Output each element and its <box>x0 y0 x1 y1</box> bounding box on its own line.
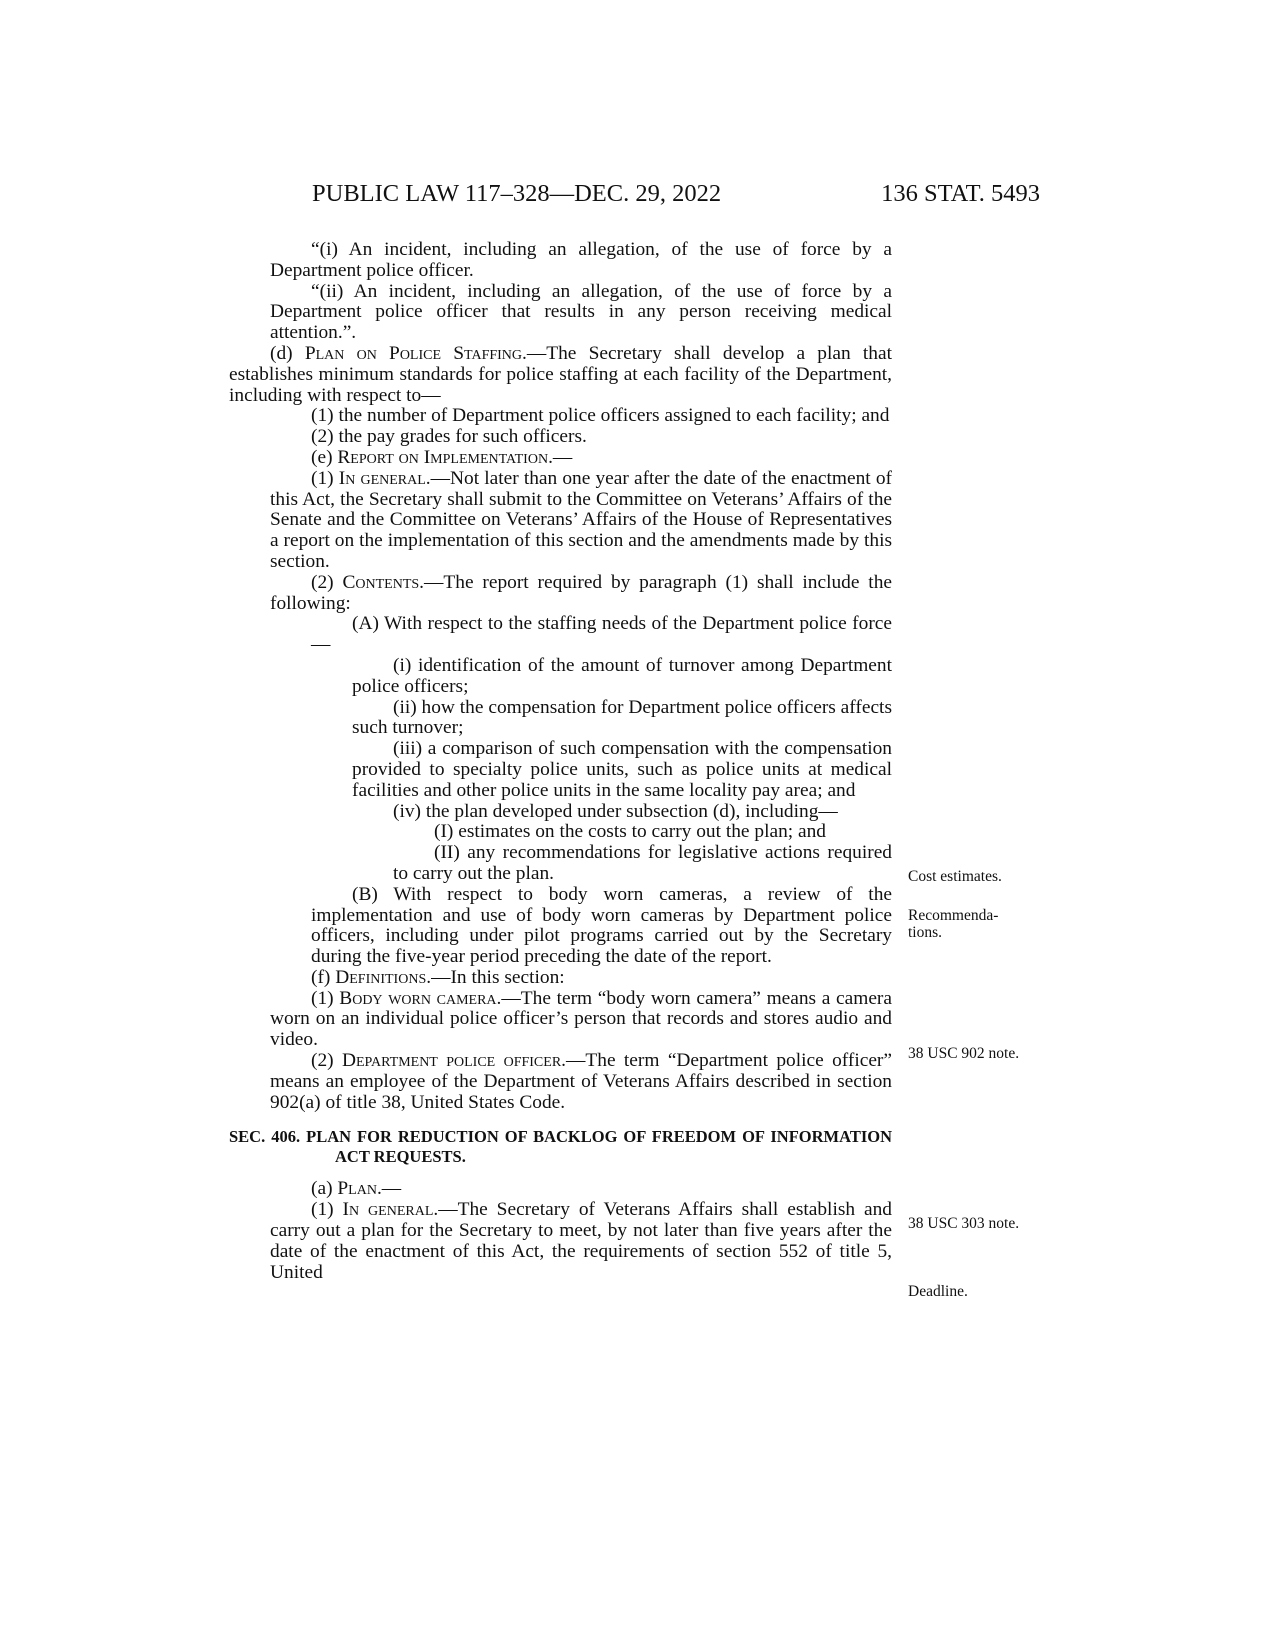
subclause-A-iv-I: (I) estimates on the costs to carry out the plan; and <box>434 821 827 843</box>
subsection-d-heading: Plan on Police Staffing <box>304 342 523 364</box>
paragraph-e-2-heading: Contents <box>342 571 420 593</box>
paragraph-d-2: (2) the pay grades for such officers. <box>311 426 587 448</box>
clause-A-iii: (iii) a comparison of such compensation with the compensation provided to specialty police units, such as police units at medical facilities and other police units in the same locality pay area; and <box>352 738 892 801</box>
paragraph-c-i: “(i) An incident, including an allegation, of the use of force by a Department police officer. <box>270 239 892 281</box>
margin-note-38-usc-303: 38 USC 303 note. <box>908 1215 1020 1232</box>
subclause-A-iv-II: (II) any recommendations for legislative actions required to carry out the plan. <box>393 842 892 884</box>
paragraph-e-2: (2) Contents.—The report required by paragraph (1) shall include the following: <box>270 571 892 614</box>
paragraph-d-1: (1) the number of Department police officers assigned to each facility; and <box>311 405 890 427</box>
clause-A-i: (i) identification of the amount of turnover among Department police officers; <box>352 654 892 697</box>
subsection-f-heading: Definitions <box>335 966 427 988</box>
margin-note-38-usc-902: 38 USC 902 note. <box>908 1045 1020 1062</box>
clause-A-ii: (ii) how the compensation for Department police officers affects such turnover; <box>352 696 892 739</box>
paragraph-a-1-heading: In general <box>342 1199 434 1221</box>
paragraph-f-2-heading: Department police officer <box>341 1050 562 1072</box>
paragraph-e-1: (1) In general.—Not later than one year after the date of the enactment of this Act, the Secretary shall submit to the Committee on Veterans’ Affairs of the Senate and the Committee on Veterans’ Affairs of the House of Representatives a report on the implementation of this section and the amendments made by this section. <box>270 467 892 572</box>
paragraph-c-ii: “(ii) An incident, including an allegation, of the use of force by a Department police officer that results in any person receiving medical attention.”. <box>270 280 892 344</box>
subparagraph-A: (A) With respect to the staffing needs of the Department police force— <box>311 613 892 656</box>
margin-note-recommendations: Recommenda-tions. <box>908 907 999 941</box>
subsection-e-heading: Report on Implementation <box>337 446 549 468</box>
paragraph-a-1: (1) In general.—The Secretary of Veterans Affairs shall establish and carry out a plan for the Secretary to meet, by not later than five years after the date of the enactment of this Act, the requirements of section 552 of title 5, United <box>270 1199 892 1283</box>
paragraph-e-1-heading: In general <box>338 467 426 489</box>
document-body <box>229 240 892 1283</box>
margin-note-deadline: Deadline. <box>908 1283 968 1300</box>
running-title: PUBLIC LAW 117–328—DEC. 29, 2022 <box>312 180 722 207</box>
margin-note-cost-estimates: Cost estimates. <box>908 868 1002 885</box>
stat-page-number: 136 STAT. 5493 <box>881 180 1040 207</box>
clause-A-iv: (iv) the plan developed under subsection (d), including— <box>393 800 838 822</box>
subsection-d: (d) Plan on Police Staffing.—The Secretary shall develop a plan that establishes minimum standards for police staffing at each facility of the Department, including with respect to— <box>229 342 892 406</box>
subsection-e: (e) Report on Implementation.— <box>311 446 573 468</box>
subsection-a-heading: Plan <box>337 1178 377 1200</box>
page-header <box>300 180 1040 214</box>
subsection-f: (f) Definitions.—In this section: <box>311 966 565 988</box>
subsection-a: (a) Plan.— <box>311 1178 402 1200</box>
section-406-heading: SEC. 406. PLAN FOR REDUCTION OF BACKLOG OF FREEDOM OF INFORMATION ACT REQUESTS. <box>229 1127 892 1167</box>
paragraph-f-1-heading: Body worn camera <box>339 987 497 1009</box>
subparagraph-B: (B) With respect to body worn cameras, a review of the implementation and use of body worn cameras by Department police officers, including under pilot programs carried out by the Secretary during the five-year period preceding the date of the report. <box>311 883 892 968</box>
paragraph-f-2: (2) Department police officer.—The term “Department police officer” means an employee of the Department of Veterans Affairs described in section 902(a) of title 38, United States Code. <box>270 1050 892 1113</box>
paragraph-f-1: (1) Body worn camera.—The term “body worn camera” means a camera worn on an individual police officer’s person that records and stores audio and video. <box>270 987 892 1051</box>
